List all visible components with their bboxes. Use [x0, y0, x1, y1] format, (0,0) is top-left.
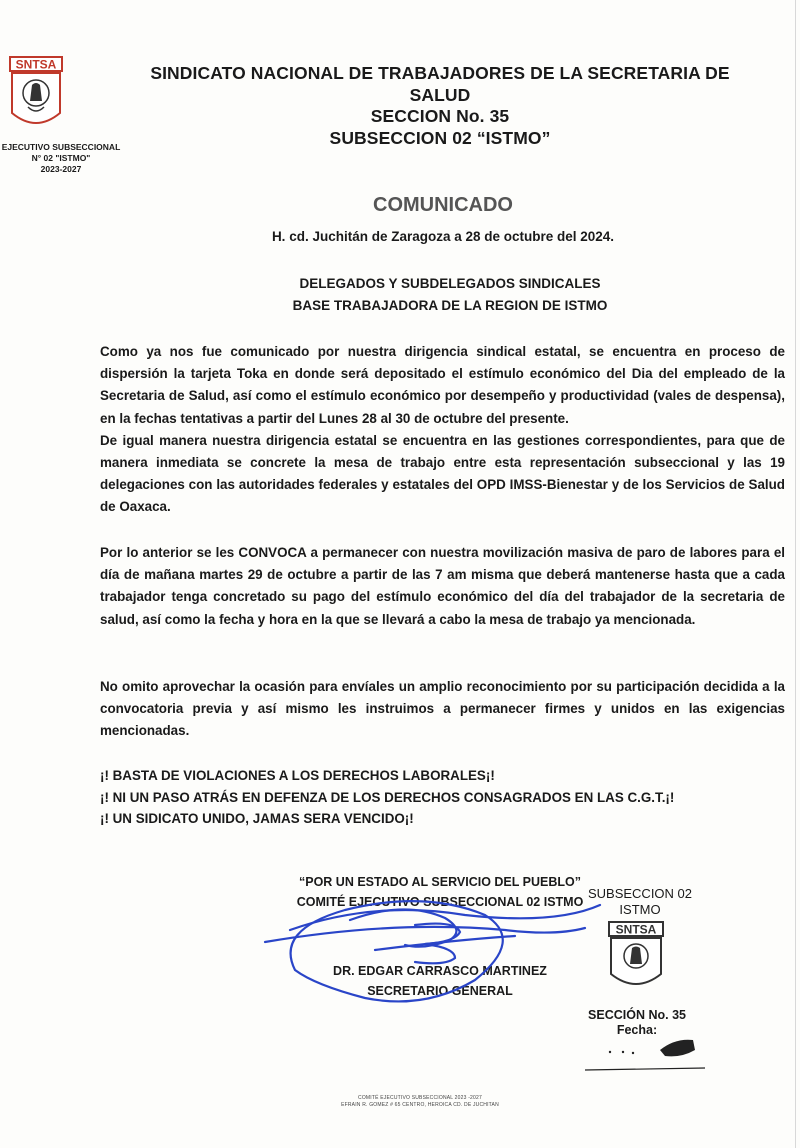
document-title: COMUNICADO: [373, 194, 513, 216]
signer-name: DR. EDGAR CARRASCO MARTINEZ: [333, 964, 547, 978]
paragraph-2: Por lo anterior se les CONVOCA a permanecer con nuestra movilización masiva de paro de labores para el día de mañana martes 29 de octubre a partir de las 7 am misma que deberá mantenerse hasta que a cada trabajador tenga concretado su pago del estímulo económico del día del trabajador de la secretaria de salud, así como la fecha y hora en la que se llevará a cabo la mesa de trabajo ya mencionada.: [100, 545, 785, 627]
section-number: SECCION No. 35: [370, 106, 510, 126]
signer-role: SECRETARIO GENERAL: [367, 984, 513, 998]
logo-caption-line: 2023-2027: [40, 164, 82, 174]
recipient-line: DELEGADOS Y SUBDELEGADOS SINDICALES: [299, 276, 601, 291]
paragraph-1b: De igual manera nuestra dirigencia estatal se encuentra en las gestiones correspondientes, para que de manera inmediata se concrete la mesa de trabajo entre esta representación subseccional y las 19 delegaciones con las autoridades federales y estatales del OPD IMSS-Bienestar y de los Servicios de Salud de Oaxaca.: [100, 432, 785, 515]
motto-text: “POR UN ESTADO AL SERVICIO DEL PUEBLO”: [299, 875, 581, 889]
committee-text: COMITÉ EJECUTIVO SUBSECCIONAL 02 ISTMO: [296, 895, 584, 909]
footer: [300, 1095, 540, 1109]
logo-caption-line: EJECUTIVO SUBSECCIONAL: [1, 142, 121, 152]
page-edge: [795, 0, 796, 1148]
union-name: SINDICATO NACIONAL DE TRABAJADORES DE LA SECRETARIA DE: [150, 63, 730, 83]
paragraph-1: [100, 341, 785, 519]
slogan: ¡! BASTA DE VIOLACIONES A LOS DERECHOS LABORALES¡!: [100, 768, 495, 783]
slogans: [100, 765, 780, 830]
logo-caption-line: N° 02 "ISTMO": [31, 153, 91, 163]
place-date: H. cd. Juchitán de Zaragoza a 28 de octubre del 2024.: [271, 229, 615, 244]
stamp-header: [580, 886, 700, 918]
logo-caption: [0, 142, 122, 175]
stamp-logo-icon: [606, 920, 666, 994]
footer-line: EFRAIN R. GOMEZ # 65 CENTRO, HEROICA CD. DE JUCHITAN: [341, 1102, 499, 1108]
footer-line: COMITÉ EJECUTIVO SUBSECCIONAL 2023 -2027: [358, 1095, 482, 1101]
svg-text:SNTSA: SNTSA: [615, 922, 657, 937]
slogan: ¡! UN SIDICATO UNIDO, JAMAS SERA VENCIDO¡!: [100, 811, 414, 826]
slogan: ¡! NI UN PASO ATRÁS EN DEFENZA DE LOS DERECHOS CONSAGRADOS EN LAS C.G.T.¡!: [100, 789, 675, 805]
stamp-subsection: SUBSECCION 02: [587, 886, 693, 901]
recipients: [0, 273, 800, 317]
paragraph-1a: Como ya nos fue comunicado por nuestra dirigencia sindical estatal, se encuentra en proceso de dispersión la tarjeta Toka en donde será depositado el estímulo económico del Dia del empleado de la Secretaria de Salud, así como el estímulo económico por desempeño y productividad (vales de despensa), en la fechas tentativas a partir del Lunes 28 al 30 de octubre del presente.: [100, 344, 785, 426]
stamp-section: SECCIÓN No. 35: [588, 1008, 686, 1022]
recipient-line: BASE TRABAJADORA DE LA REGION DE ISTMO: [292, 298, 608, 313]
union-logo-icon: [8, 55, 64, 135]
union-name-cont: SALUD: [409, 84, 471, 105]
stamp-region: ISTMO: [619, 902, 661, 917]
svg-text:SNTSA: SNTSA: [15, 57, 57, 72]
handwritten-signature-icon: [255, 870, 615, 1020]
subsection-name: SUBSECCION 02 “ISTMO”: [329, 127, 551, 148]
stamp-date-scribble-icon: [585, 1030, 705, 1075]
paragraph-3: No omito aprovechar la ocasión para envíales un amplio reconocimiento por su participación decidida a la convocatoria previa y así mismo les instruimos a permanecer firmes y unidos en las exigencias mencionadas.: [100, 679, 785, 739]
letterhead: [130, 63, 750, 149]
stamp-date-label: Fecha:: [616, 1023, 658, 1037]
